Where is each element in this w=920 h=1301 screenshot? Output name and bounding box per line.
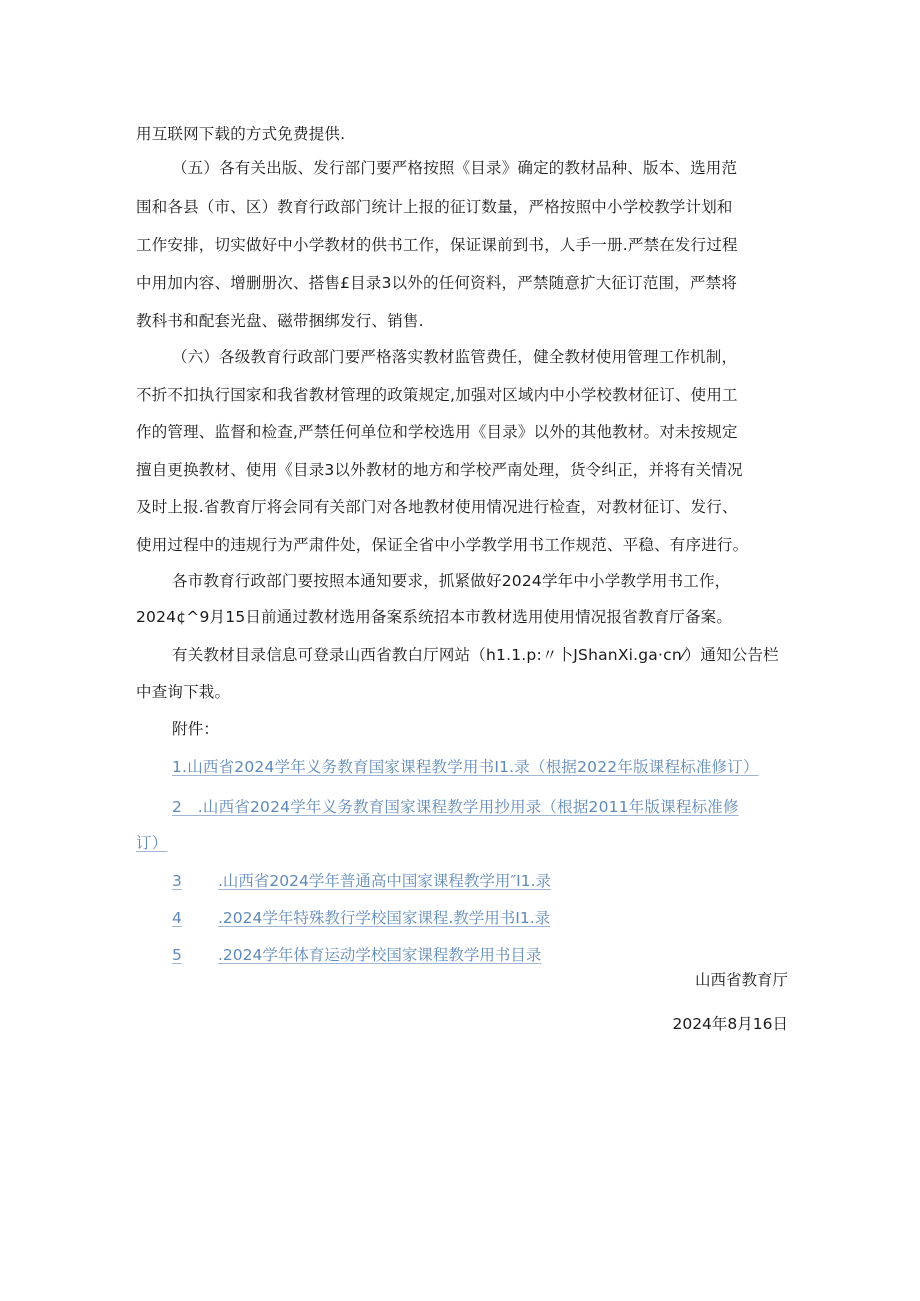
attachment-number-3[interactable]: 3 [172,872,182,890]
attachment-link-3[interactable]: .山西省2024学年普通高中国家课程教学用″I1.录 [218,872,552,890]
paragraph-line: 2024¢^9月15日前通过教材选用备案系统招本市教材选用使用情况报省教育厅备案。 [136,608,733,626]
attachment-number-4[interactable]: 4 [172,909,182,927]
attachments-heading: 附件： [172,720,220,738]
paragraph-line: （六）各级教育行政部门要严格落实教材监管费任，健全教材使用管理工作机制， [172,348,738,366]
paragraph-line: 用互联网下载的方式免费提供. [136,125,346,143]
attachment-link-2[interactable]: 2 .山西省2024学年义务教育国家课程教学用抄用录（根据2011年版课程标准修 [172,798,739,816]
paragraph-line: 各市教育行政部门要按照本通知要求，抓紧做好2024学年中小学教学用书工作， [172,572,731,590]
issuing-organization: 山西省教育厅 [694,971,788,989]
paragraph-line: 中查询下栽。 [136,683,231,701]
attachment-link-5[interactable]: .2024学年体育运动学校国家课程教学用书目录 [218,946,542,964]
paragraph-line: 围和各县（市、区）教育行政部门统计上报的征订数量，严格按照中小学校教学计划和 [136,198,733,216]
paragraph-line: 及时上报.省教育厅将会同有关部门对各地教材使用情况进行检查，对教材征订、发行、 [136,498,738,516]
paragraph-line: 不折不扣执行国家和我省教材管理的政策规定,加强对区域内中小学校教材征订、使用工 [136,386,738,404]
attachment-number-5[interactable]: 5 [172,946,182,964]
attachment-link-2-continued[interactable]: 订） [136,834,168,852]
paragraph-line: 工作安排，切实做好中小学教材的供书工作，保证课前到书，人手一册.严禁在发行过程 [136,236,738,254]
paragraph-line: 中用加内容、增删册次、搭售£目录3以外的任何资料，严禁随意扩大征订范围，严禁将 [136,274,738,292]
paragraph-line: 作的管理、监督和检查,严禁任何单位和学校选用《目录》以外的其他教材。对未按规定 [136,423,738,441]
paragraph-line: 教科书和配套光盘、磁带捆绑发行、销售. [136,312,424,330]
paragraph-line: 擅自更换教材、使用《目录3以外教材的地方和学校严南处理，货令纠正，并将有关情况 [136,461,743,479]
paragraph-line: 使用过程中的违规行为严肃件处，保证全省中小学教学用书工作规范、平稳、有序进行。 [136,536,749,554]
attachment-link-1[interactable]: 1.山西省2024学年义务教育国家课程教学用书I1.录（根据2022年版课程标准修订） [172,758,759,776]
issue-date: 2024年8月16日 [672,1015,788,1033]
paragraph-line: 有关教材目录信息可登录山西省教白厅网站（h1.1.p:〃卜JShanXi.ga·cn⁄）通知公告栏 [172,646,779,664]
paragraph-line: （五）各有关出版、发行部门要严格按照《目录》确定的教材品种、版本、选用范 [172,159,738,177]
attachment-link-4[interactable]: .2024学年特殊教行学校国家课程.教学用书I1.录 [218,909,551,927]
